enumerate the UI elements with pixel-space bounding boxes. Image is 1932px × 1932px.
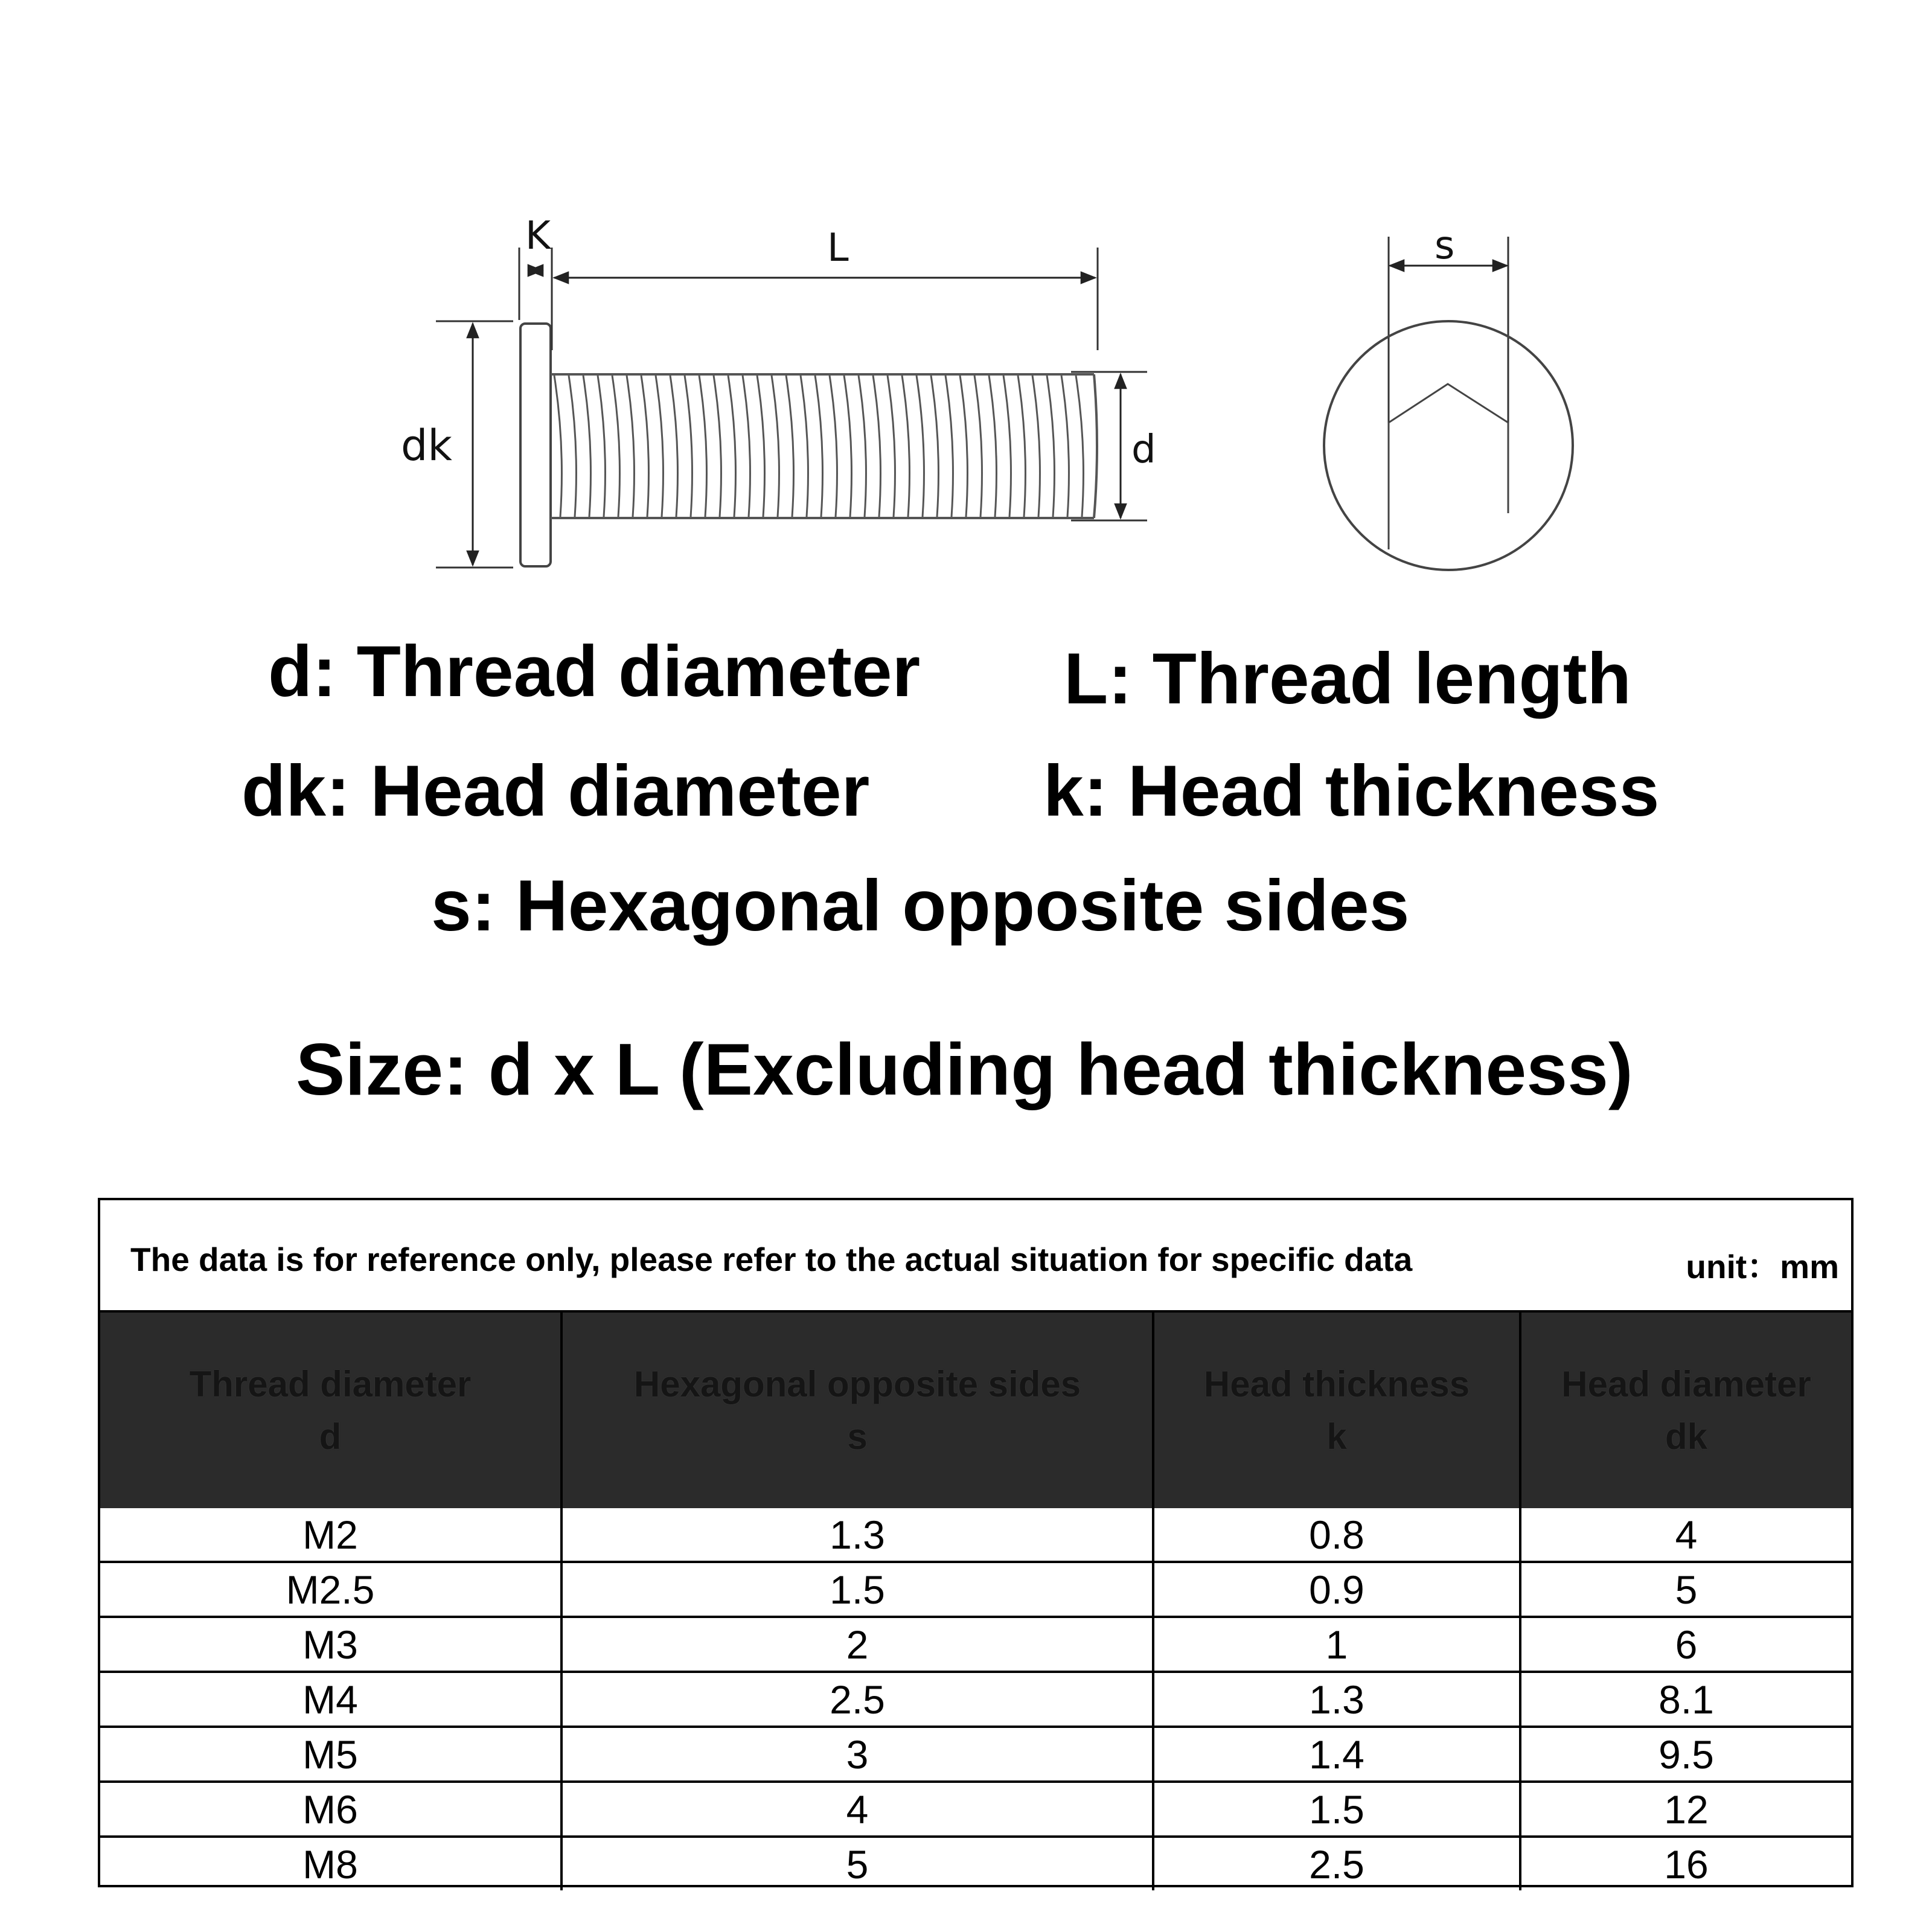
table-cell: 9.5 — [1520, 1727, 1851, 1782]
thread-crest — [612, 376, 619, 517]
table-cell: 8.1 — [1520, 1672, 1851, 1727]
l-label: L — [827, 226, 849, 270]
header-head-diameter: Head diameter dk — [1520, 1313, 1851, 1508]
table-cell: 3 — [561, 1727, 1153, 1782]
spec-table — [98, 1198, 1854, 1887]
table-cell: 16 — [1520, 1837, 1851, 1890]
thread-crest — [902, 376, 909, 517]
reference-note: The data is for reference only, please refer to the actual situation for specific data — [130, 1241, 1413, 1278]
dk-label: dk — [401, 421, 452, 470]
thread-crest — [844, 376, 851, 517]
table-cell: 5 — [561, 1837, 1153, 1890]
thread-crest — [714, 376, 721, 517]
table-cell: 1.3 — [561, 1508, 1153, 1562]
table-cell: M6 — [100, 1782, 561, 1837]
screw-head — [520, 324, 551, 566]
thread-crest — [830, 376, 837, 517]
table-cell: M5 — [100, 1727, 561, 1782]
thread-crest — [945, 376, 953, 517]
table-cell: 0.8 — [1153, 1508, 1520, 1562]
table-cell: M8 — [100, 1837, 561, 1890]
screw-dimension-drawing — [0, 0, 1932, 604]
thread-crest — [859, 376, 866, 517]
thread-crest — [757, 376, 764, 517]
thread-crest — [989, 376, 996, 517]
spec-data-table — [100, 1313, 1851, 1890]
table-cell: 1.3 — [1153, 1672, 1520, 1727]
thread-crest — [772, 376, 779, 517]
thread-crest — [627, 376, 634, 517]
thread-crest — [888, 376, 895, 517]
table-cell: 1 — [1153, 1617, 1520, 1672]
legend-head-diameter: dk: Head diameter — [242, 750, 870, 831]
legend-thread-diameter: d: Thread diameter — [268, 631, 921, 712]
table-cell: 1.5 — [561, 1562, 1153, 1617]
table-row — [100, 1837, 1851, 1890]
table-row — [100, 1727, 1851, 1782]
table-cell: 2.5 — [561, 1672, 1153, 1727]
screw-head-top-view — [1324, 321, 1573, 570]
table-cell: 1.5 — [1153, 1782, 1520, 1837]
table-cell: M2.5 — [100, 1562, 561, 1617]
thread-crest — [598, 376, 605, 517]
s-label: s — [1435, 223, 1455, 268]
thread-crest — [583, 376, 590, 517]
thread-crest — [815, 376, 822, 517]
header-head-thickness: Head thickness k — [1153, 1313, 1520, 1508]
thread-crest — [1032, 376, 1040, 517]
spec-note-row — [100, 1200, 1851, 1313]
table-cell: 5 — [1520, 1562, 1851, 1617]
legend-hexagonal-opposite-sides: s: Hexagonal opposite sides — [431, 865, 1410, 946]
thread-crest — [1076, 376, 1083, 517]
thread-crest — [641, 376, 648, 517]
thread-crest — [916, 376, 924, 517]
thread-crest — [554, 376, 561, 517]
header-thread-diameter: Thread diameter d — [100, 1313, 561, 1508]
table-cell: 12 — [1520, 1782, 1851, 1837]
table-row — [100, 1508, 1851, 1562]
d-label: d — [1131, 427, 1156, 472]
thread-crest — [1061, 376, 1069, 517]
table-cell: 2.5 — [1153, 1837, 1520, 1890]
table-row — [100, 1672, 1851, 1727]
legend-thread-length: L: Thread length — [1064, 638, 1631, 719]
thread-crest — [1047, 376, 1054, 517]
table-cell: 6 — [1520, 1617, 1851, 1672]
table-cell: 1.4 — [1153, 1727, 1520, 1782]
thread-crest — [685, 376, 692, 517]
unit-label: unit：mm — [1686, 1248, 1839, 1285]
table-row — [100, 1782, 1851, 1837]
table-cell: 4 — [1675, 1512, 1698, 1557]
table-cell: M2 — [100, 1508, 561, 1562]
size-description: Size: d x L (Excluding head thickness) — [296, 1028, 1633, 1110]
table-row — [100, 1562, 1851, 1617]
k-label: K — [525, 214, 551, 258]
thread-crest — [931, 376, 938, 517]
screw-thread-shank — [551, 374, 1097, 518]
table-cell: M3 — [100, 1617, 561, 1672]
thread-crest — [1018, 376, 1025, 517]
thread-crest — [801, 376, 808, 517]
thread-crest — [873, 376, 880, 517]
table-cell: 2 — [561, 1617, 1153, 1672]
table-cell: M4 — [100, 1672, 561, 1727]
thread-crest — [786, 376, 793, 517]
thread-crest — [728, 376, 735, 517]
thread-crest — [960, 376, 967, 517]
legend-head-thickness: k: Head thickness — [1043, 750, 1660, 831]
thread-crest — [743, 376, 750, 517]
header-hexagonal-opposite-sides: Hexagonal opposite sides s — [561, 1313, 1153, 1508]
table-cell: 0.9 — [1153, 1562, 1520, 1617]
thread-crest — [670, 376, 677, 517]
table-header-row — [100, 1313, 1851, 1508]
thread-crest — [699, 376, 706, 517]
thread-crest — [1003, 376, 1011, 517]
thread-crest — [569, 376, 576, 517]
thread-crest — [656, 376, 663, 517]
table-row — [100, 1617, 1851, 1672]
table-cell: 4 — [561, 1782, 1153, 1837]
thread-crest — [974, 376, 982, 517]
